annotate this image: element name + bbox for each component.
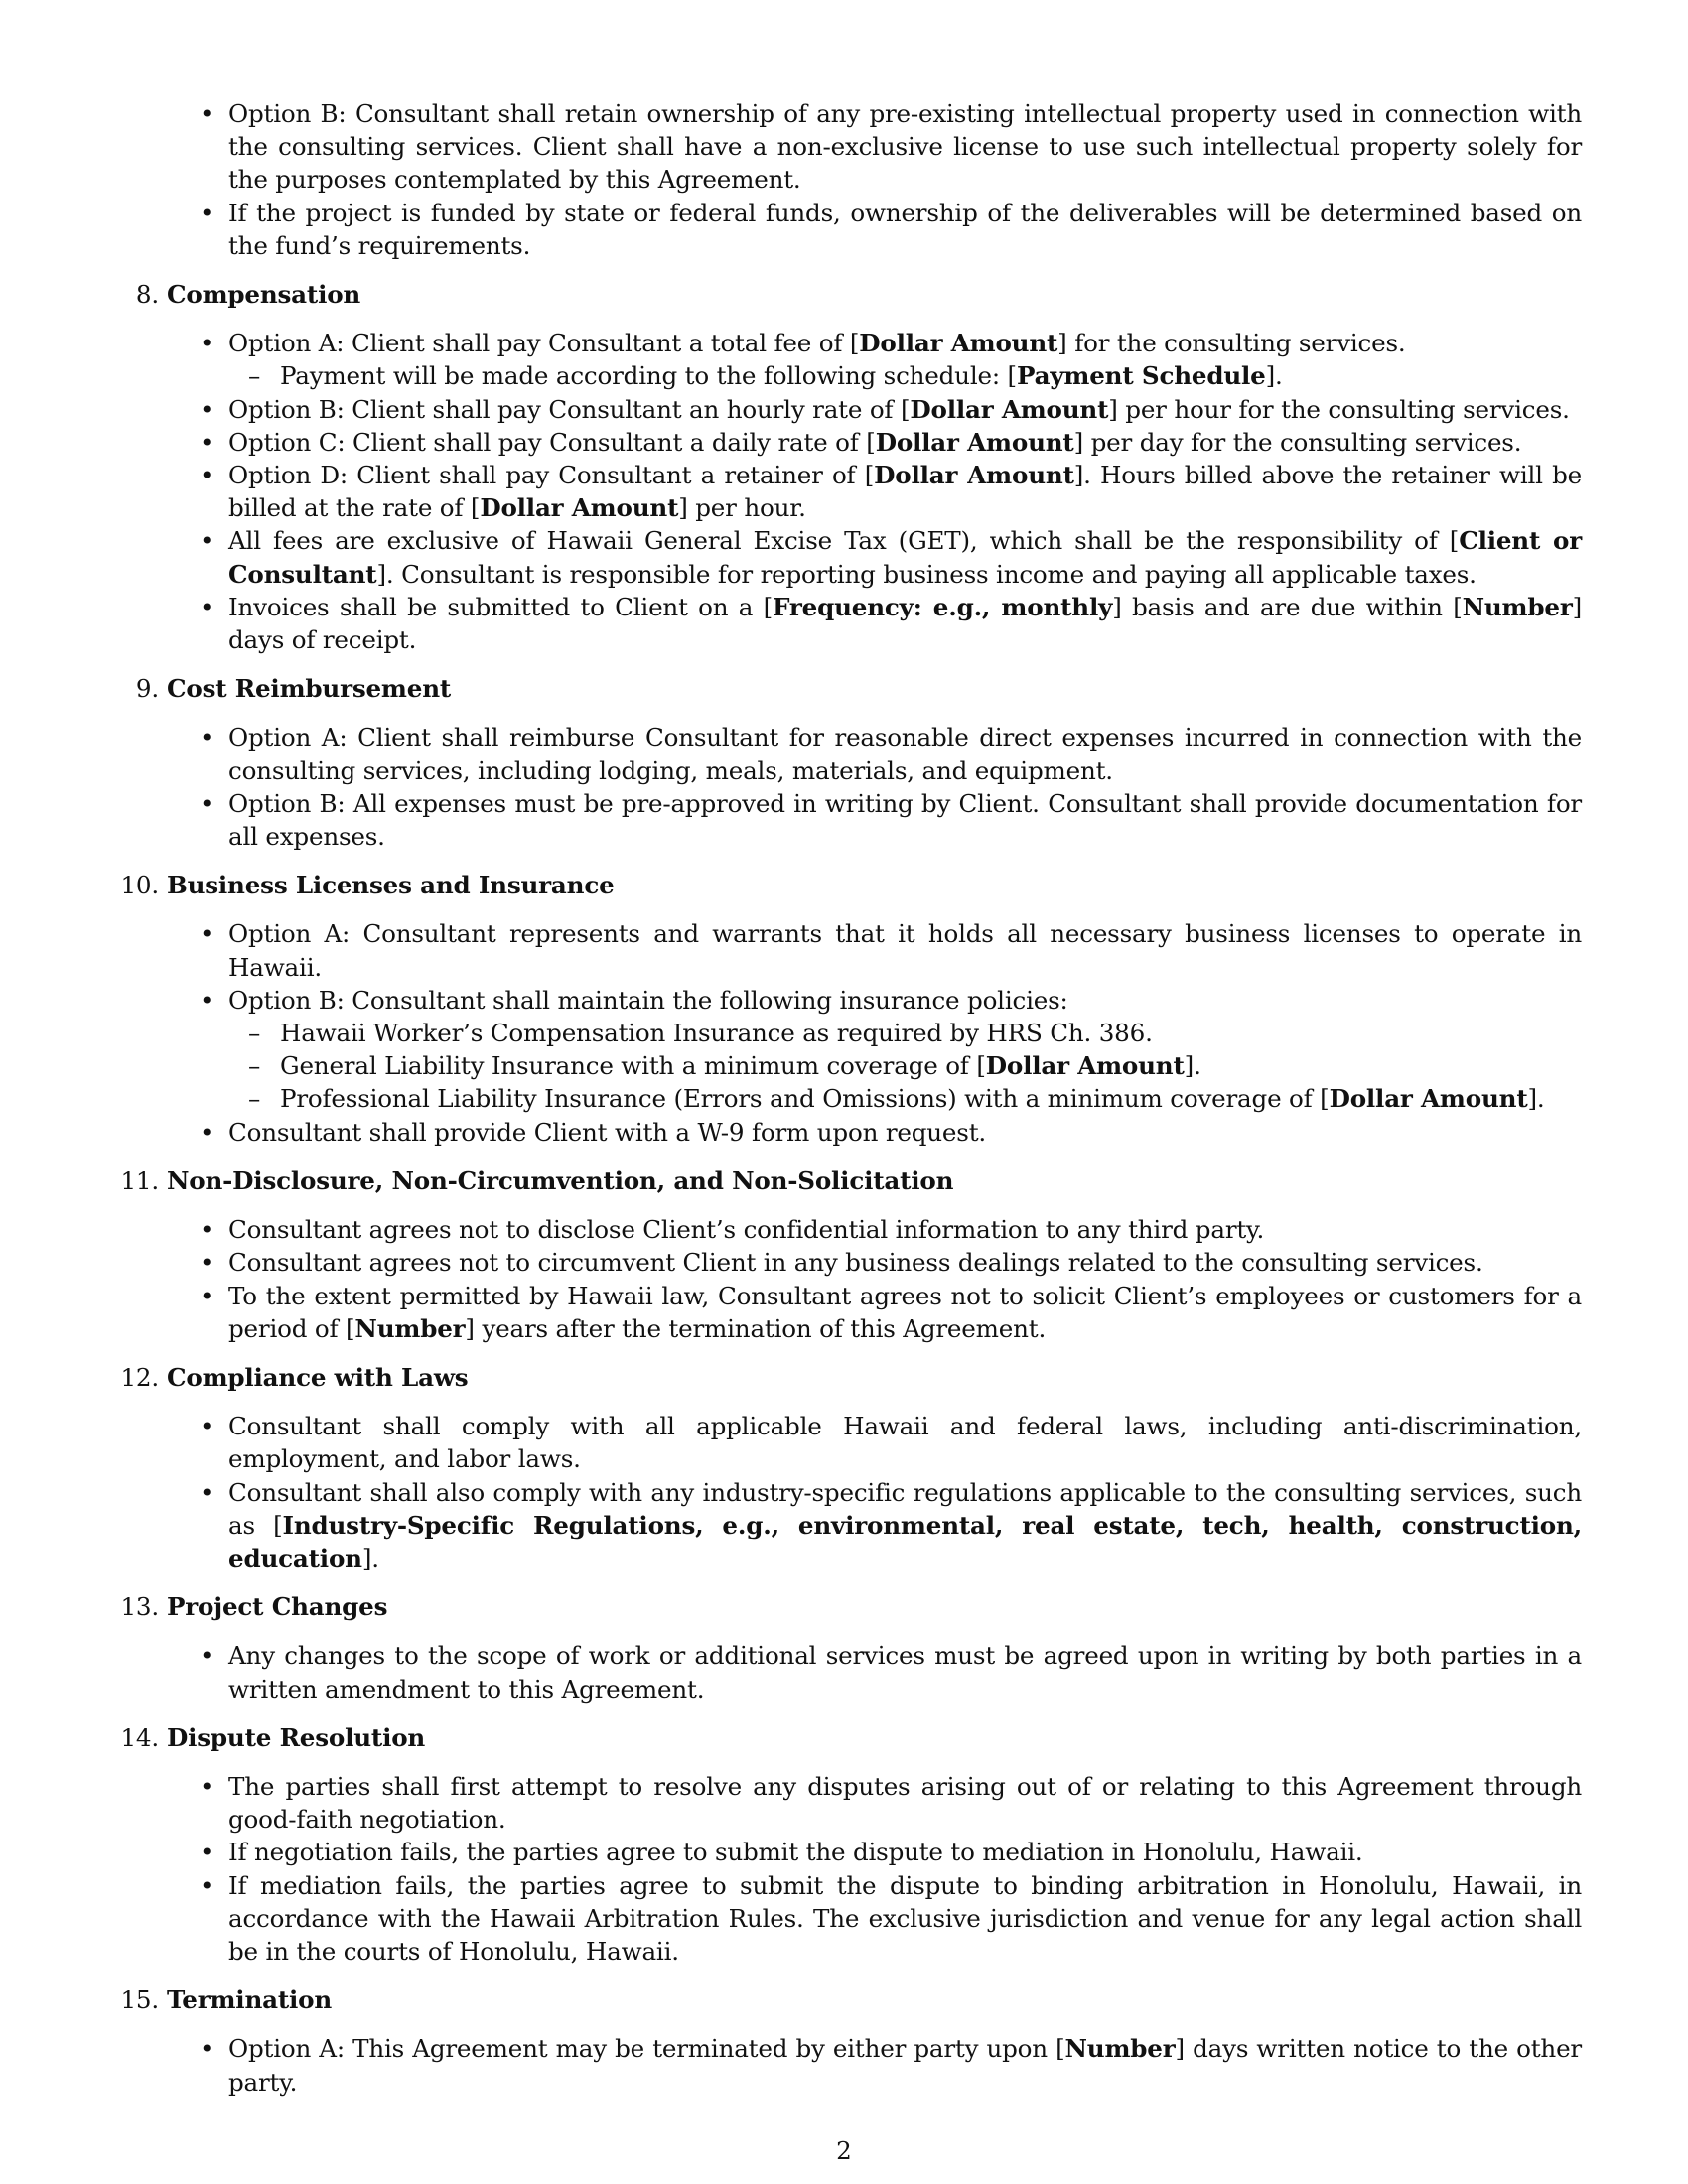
list-item: • Option A: Client shall reimburse Consultant for reasonable direct expenses incurred in connection with the consulting services, including lodging, meals, materials, and equipment. [167, 721, 1582, 786]
list-item: • Option B: All expenses must be pre-approved in writing by Client. Consultant shall provide documentation for all expenses. [167, 787, 1582, 853]
section-cost-reimbursement [135, 672, 1582, 853]
placeholder-field: Industry-Specific Regulations, e.g., environmental, real estate, tech, health, construction, education [228, 1510, 1582, 1572]
section-number: 14. [120, 1722, 159, 1752]
text-span: for the consulting services. [1066, 329, 1406, 358]
text-span: Professional Liability Insurance (Errors and Omissions) with a minimum coverage of [280, 1084, 1321, 1114]
placeholder-field: Payment Schedule [1016, 361, 1266, 391]
section-non-disclosure [120, 1164, 1582, 1345]
placeholder-field: Number [354, 1313, 466, 1343]
bullet-list [167, 1770, 1582, 1968]
text-span: . Consultant is responsible for reporting business income and paying all applicable taxes. [385, 559, 1477, 589]
text-span: days of receipt. [228, 625, 417, 655]
text-span: . [1194, 1051, 1201, 1081]
text-span: days written notice to the other party. [228, 2034, 1582, 2097]
bullet-list [167, 1639, 1582, 1705]
section-number: 11. [120, 1165, 159, 1195]
text-span: Invoices shall be submitted to Client on a [228, 592, 764, 621]
text-span: Option B: Client shall pay Consultant an hourly rate of [228, 394, 901, 424]
section-title: Dispute Resolution [167, 1722, 426, 1752]
bullet-list [167, 721, 1582, 853]
bullet-list [167, 917, 1582, 1148]
list-item [167, 327, 1582, 392]
list-item: • Option A: Consultant represents and warrants that it holds all necessary business licenses to operate in Hawaii. [167, 917, 1582, 983]
placeholder-field: Dollar Amount [910, 394, 1109, 424]
list-item [167, 524, 1582, 590]
placeholder-field: Client or Consultant [228, 526, 1582, 589]
list-item [167, 2032, 1582, 2098]
text-span: years after the termination of this Agreement. [474, 1313, 1047, 1343]
section-title: Cost Reimbursement [167, 674, 452, 704]
section-title: Project Changes [167, 1592, 388, 1622]
section-number: 13. [120, 1592, 159, 1622]
list-item: • If mediation fails, the parties agree to submit the dispute to binding arbitration in Honolulu, Hawaii, in accordance with the Hawaii Arbitration Rules. The exclusive jurisdiction and venue for any legal action shall be in the courts of Honolulu, Hawaii. [167, 1869, 1582, 1969]
list-item: • The parties shall first attempt to resolve any disputes arising out of or relating to this Agreement through good-faith negotiation. [167, 1770, 1582, 1836]
text-span: Option C: Client shall pay Consultant a daily rate of [228, 427, 867, 457]
section-number: 12. [120, 1362, 159, 1392]
list-item [167, 1280, 1582, 1345]
list-item [167, 459, 1582, 524]
text-span: . Hours billed above the retainer will be billed at the rate of [228, 461, 1583, 523]
list-item [167, 1476, 1582, 1575]
text-span: per hour for the consulting services. [1117, 394, 1570, 424]
placeholder-field: Number [1064, 2034, 1176, 2064]
section-business-licenses [120, 869, 1582, 1149]
list-item [167, 426, 1582, 459]
placeholder-field: Frequency: e.g., monthly [773, 592, 1113, 621]
text-span: Option A: Client shall pay Consultant a total fee of [228, 329, 850, 358]
list-item [167, 393, 1582, 426]
text-span: per hour. [687, 493, 806, 523]
document-body [120, 97, 1583, 2099]
text-span: . [1275, 361, 1283, 391]
list-item [167, 591, 1582, 656]
text-span: Option B: Consultant shall maintain the following insurance policies: [228, 985, 1068, 1015]
sub-list [228, 1017, 1582, 1116]
list-item: • Consultant agrees not to circumvent Client in any business dealings related to the consulting services. [167, 1246, 1582, 1279]
placeholder-field: Dollar Amount [859, 329, 1058, 358]
bullet-list [167, 327, 1582, 656]
sub-list-item [228, 359, 1582, 392]
section-heading [135, 278, 1582, 311]
list-item [167, 984, 1582, 1116]
placeholder-field: Dollar Amount [480, 493, 679, 523]
text-span: Consultant shall also comply with any industry-specific regulations applicable to the consulting services, such as [228, 1477, 1582, 1540]
placeholder-field: Dollar Amount [874, 461, 1074, 490]
section-heading [120, 869, 1582, 901]
list-item: • Consultant shall comply with all applicable Hawaii and federal laws, including anti-discrimination, employment, and labor laws. [167, 1410, 1582, 1475]
section-heading [120, 1361, 1582, 1394]
text-span: To the extent permitted by Hawaii law, Consultant agrees not to solicit Client’s employees or customers for a period of [228, 1281, 1582, 1343]
section-number: 10. [120, 871, 159, 900]
text-span: All fees are exclusive of Hawaii General Excise Tax (GET), which shall be the responsibility of [228, 526, 1450, 556]
section-heading [120, 1164, 1582, 1197]
section-dispute-resolution [120, 1721, 1582, 1968]
section-termination [120, 1983, 1582, 2099]
sub-list-item [228, 1082, 1582, 1115]
sub-list [228, 359, 1582, 392]
bullet-list [167, 1213, 1582, 1345]
section-number: 15. [120, 1985, 159, 2015]
text-span: . [371, 1543, 379, 1572]
section-number: 8. [135, 280, 159, 310]
section-project-changes [120, 1590, 1582, 1706]
text-span: Option D: Client shall pay Consultant a retainer of [228, 461, 865, 490]
placeholder-field: Number [1462, 592, 1573, 621]
section-title: Compliance with Laws [167, 1362, 469, 1392]
bullet-list [167, 1410, 1582, 1574]
text-span: Option A: This Agreement may be terminated by either party upon [228, 2034, 1056, 2064]
list-item: • Consultant shall provide Client with a W-9 form upon request. [167, 1116, 1582, 1149]
list-item: • If negotiation fails, the parties agree to submit the dispute to mediation in Honolulu, Hawaii. [167, 1836, 1582, 1868]
text-span: basis and are due within [1121, 592, 1454, 621]
list-item: • Consultant agrees not to disclose Client’s confidential information to any third party. [167, 1213, 1582, 1246]
bullet-list [167, 2032, 1582, 2098]
section-heading [120, 1983, 1582, 2016]
section-title: Termination [167, 1985, 333, 2015]
section-heading [120, 1590, 1582, 1623]
placeholder-field: Dollar Amount [875, 427, 1074, 457]
text-span: . [1536, 1084, 1545, 1114]
text-span: General Liability Insurance with a minimum coverage of [280, 1051, 977, 1081]
section-title: Business Licenses and Insurance [167, 871, 615, 900]
section-title: Compensation [167, 280, 361, 310]
list-item: • If the project is funded by state or federal funds, ownership of the deliverables will be determined based on the fund’s requirements. [167, 197, 1582, 262]
section-compensation [135, 278, 1583, 656]
section-heading [120, 1721, 1582, 1754]
list-item: • Option B: Consultant shall retain ownership of any pre-existing intellectual property used in connection with the consulting services. Client shall have a non-exclusive license to use such intellectual property solely for the purposes contemplated by this Agreement. [167, 97, 1582, 197]
sub-list-item: – Hawaii Worker’s Compensation Insurance as required by HRS Ch. 386. [228, 1017, 1582, 1049]
section-compliance [120, 1361, 1582, 1574]
sub-list-item [228, 1049, 1582, 1082]
intro-bullet-list [167, 97, 1582, 262]
section-number: 9. [135, 674, 159, 704]
text-span: Payment will be made according to the following schedule: [280, 361, 1008, 391]
list-item: • Any changes to the scope of work or additional services must be agreed upon in writing by both parties in a written amendment to this Agreement. [167, 1639, 1582, 1705]
placeholder-field: Dollar Amount [1329, 1084, 1528, 1114]
section-heading [135, 672, 1582, 705]
text-span: per day for the consulting services. [1083, 427, 1522, 457]
placeholder-field: Dollar Amount [985, 1051, 1185, 1081]
section-title: Non-Disclosure, Non-Circumvention, and Non-Solicitation [167, 1165, 954, 1195]
page-number: 2 [836, 2136, 852, 2165]
